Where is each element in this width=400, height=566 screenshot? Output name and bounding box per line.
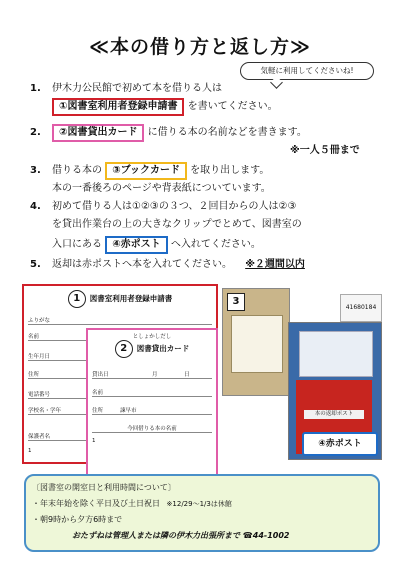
step-5-text: 返却は赤ポストへ本を入れてください。: [52, 259, 232, 270]
form-1-row: 住所: [28, 370, 212, 379]
registration-form-box: ①図書室利用者登録申請書: [52, 98, 184, 116]
form-2-address-label: 住所: [92, 408, 104, 414]
book-card-photo: [222, 288, 290, 396]
step-1-line-1: [30, 82, 222, 96]
step-1-number: 1.: [30, 83, 41, 94]
form-1-table-number: 1: [28, 448, 32, 454]
form-2-header: [88, 340, 216, 358]
photo-3-number: 3: [227, 293, 245, 311]
form-1-row: 生年月日: [28, 352, 212, 361]
form-2-table-number: 1: [92, 438, 96, 444]
hours-info-box: [24, 474, 380, 552]
step-3-after: を取り出します。: [190, 165, 270, 176]
form-2-row-date: [92, 370, 212, 379]
step-2-line: [30, 124, 307, 142]
step-2-note: ※一人５冊まで: [290, 145, 360, 156]
form-2-number: 2: [115, 340, 133, 358]
form-2-date-label: 貸出日: [92, 372, 109, 378]
form-2-day: 日: [184, 372, 190, 378]
post-instruction-sign: [299, 331, 373, 377]
step-2-number: 2.: [30, 127, 41, 138]
form-1-row: 名前: [28, 332, 212, 341]
lending-card-image: [86, 328, 218, 478]
book-card-box: ③ブックカード: [105, 162, 187, 180]
hours-line-1: [32, 496, 289, 512]
form-2-month: 月: [152, 372, 158, 378]
form-2-address-value: 諫早市: [120, 408, 137, 414]
form-1-row: 学校名・学年: [28, 406, 212, 415]
step-3-number: 3.: [30, 165, 41, 176]
form-2-title: 図書貸出カード: [136, 344, 190, 353]
step-5-line: [30, 258, 305, 272]
step-3-line-1: [30, 162, 269, 180]
step-1-line-2: [52, 98, 278, 116]
step-4-after: へ入れてください。: [170, 239, 261, 250]
hours-days: ・年末年始を除く平日及び土日祝日: [32, 499, 160, 508]
form-1-header: [24, 290, 216, 308]
form-1-number: 1: [68, 290, 86, 308]
hours-line-2: ・朝9時から夕方6時まで: [32, 515, 123, 524]
step-5-number: 5.: [30, 259, 41, 270]
red-post-badge: ④赤ポスト: [302, 432, 378, 456]
form-1-title: 図書室利用者登録申請書: [89, 294, 173, 303]
book-card: [231, 315, 283, 373]
page-title: ≪本の借り方と返し方≫: [89, 36, 311, 58]
form-1-row: ふりがな: [28, 316, 212, 325]
step-1-text: 伊木力公民館で初めて本を借りる人は: [52, 83, 222, 94]
step-2-after: に借りる本の名前などを書きます。: [147, 127, 307, 138]
step-4-before: 入口にある: [52, 239, 102, 250]
barcode-label: 41680184: [340, 294, 382, 322]
speech-bubble: 気軽に利用してくださいね!: [240, 62, 374, 80]
form-2-title-kana: としょかしだし: [132, 334, 172, 340]
form-2-row-address: [92, 406, 212, 415]
lending-card-box: ②図書貸出カード: [52, 124, 144, 142]
hours-closed-note: ※12/29～1/3は休館: [166, 500, 232, 508]
return-post-label: 本の返却ポスト: [304, 410, 364, 419]
step-4-line-2: を貸出作業台の上の大きなクリップでとめて、図書室の: [52, 219, 302, 230]
form-2-row-books: 今回借りる本の名前: [92, 424, 212, 433]
step-4-line-3: [52, 236, 261, 254]
step-4-number: 4.: [30, 201, 41, 212]
step-4-text: 初めて借りる人は①②③の３つ、２回目からの人は②③: [52, 201, 297, 212]
hours-title: 〔図書室の開室日と利用時間について〕: [32, 483, 176, 492]
hours-contact: おたずねは管理人または隣の伊木力出張所まで ☎44-1002: [72, 531, 290, 540]
step-4-line-1: [30, 200, 296, 214]
step-3-before: 借りる本の: [52, 165, 102, 176]
step-5-note: ※２週間以内: [245, 259, 305, 270]
form-1-row: 保護者名: [28, 432, 212, 441]
red-post-box: ④赤ポスト: [105, 236, 167, 254]
step-1-after: を書いてください。: [187, 101, 278, 112]
form-1-row: 電話番号: [28, 390, 212, 399]
hours-content: [32, 480, 289, 544]
form-2-row-name: 名前: [92, 388, 212, 397]
step-3-line-2: 本の一番後ろのページや背表紙についています。: [52, 183, 271, 194]
